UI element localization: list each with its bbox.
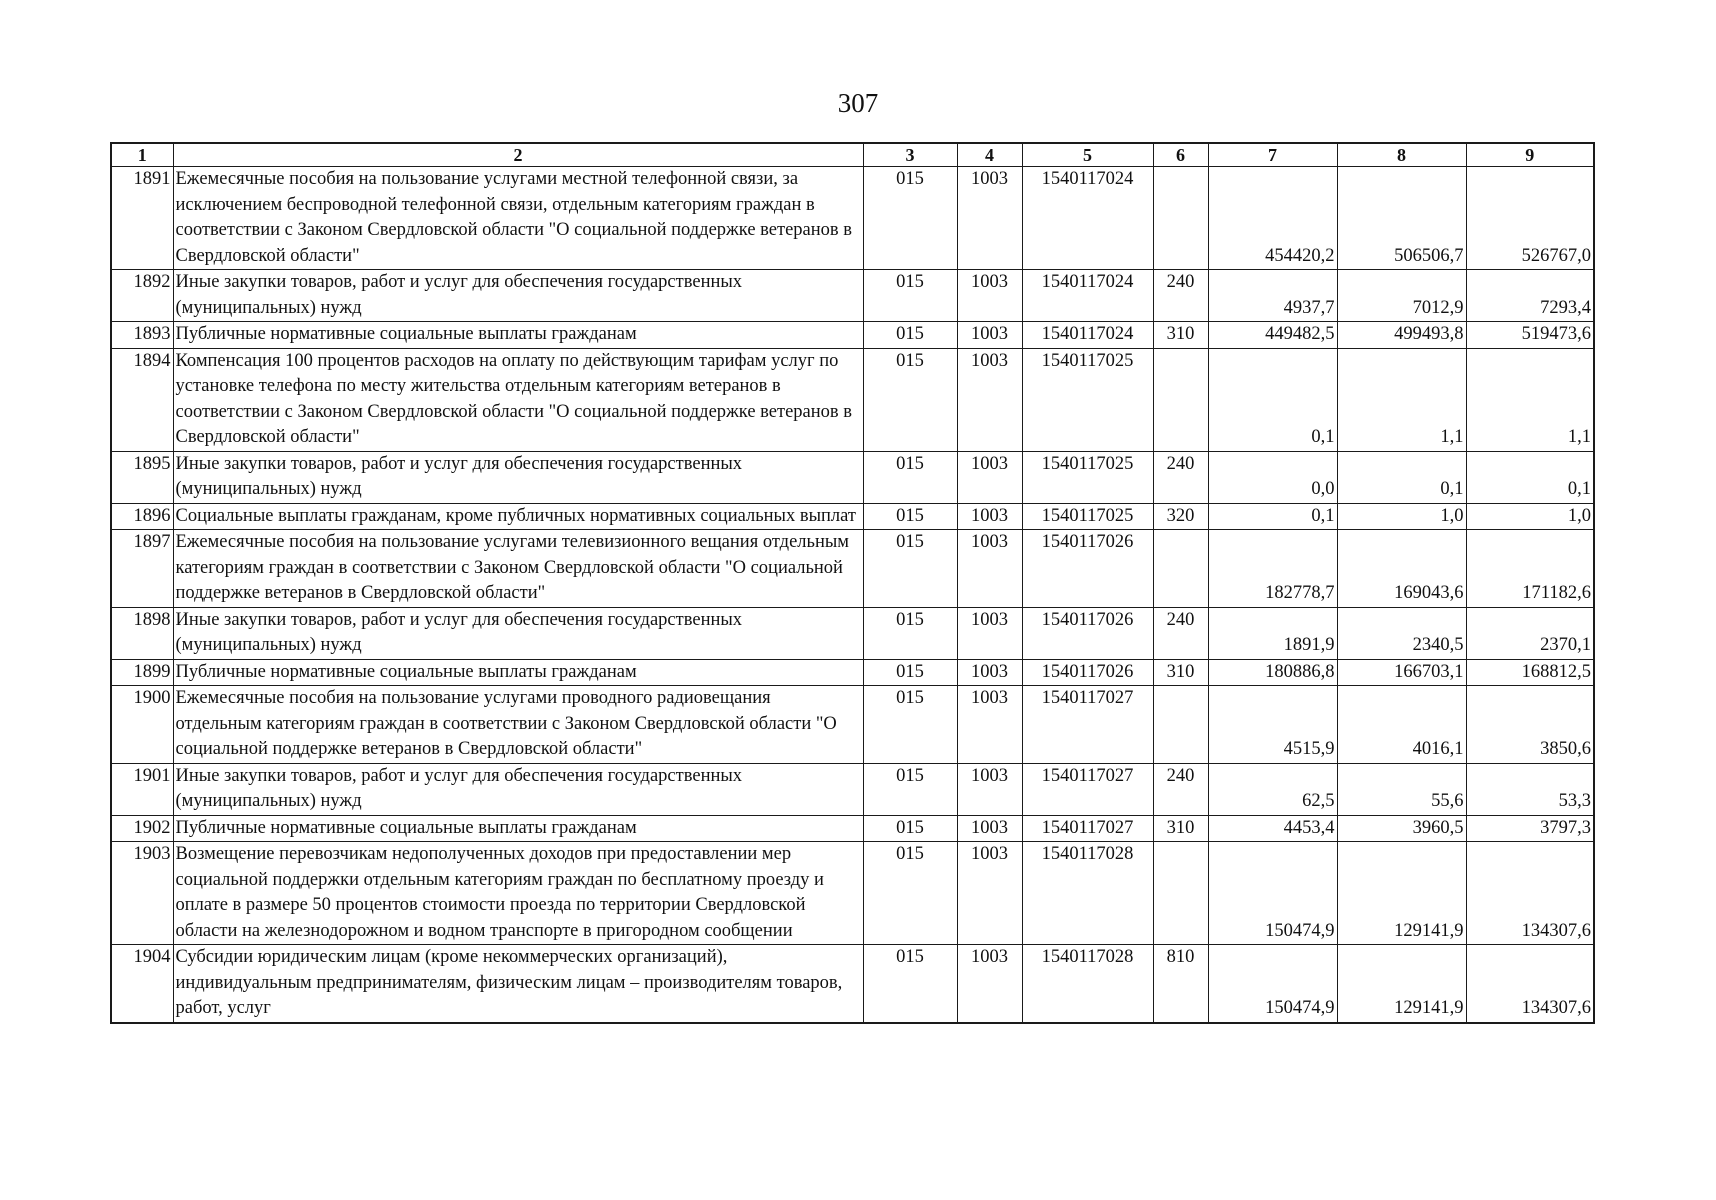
target-article-code: 1540117025 bbox=[1022, 451, 1153, 503]
row-number: 1895 bbox=[111, 451, 173, 503]
amount-col-9: 1,1 bbox=[1466, 348, 1594, 451]
amount-col-8: 3960,5 bbox=[1337, 815, 1466, 842]
section-code: 1003 bbox=[957, 686, 1022, 764]
section-code: 1003 bbox=[957, 348, 1022, 451]
amount-col-9: 3850,6 bbox=[1466, 686, 1594, 764]
row-number: 1903 bbox=[111, 842, 173, 945]
expense-name: Ежемесячные пособия на пользование услугами телевизионного вещания отдельным категориям граждан в соответствии с Законом Свердловской области "О социальной поддержке ветеранов в Свердловской области" bbox=[173, 530, 863, 608]
amount-col-7: 0,1 bbox=[1208, 348, 1337, 451]
amount-col-8: 166703,1 bbox=[1337, 659, 1466, 686]
target-article-code: 1540117025 bbox=[1022, 503, 1153, 530]
expense-type-code: 810 bbox=[1153, 945, 1208, 1023]
expense-name: Возмещение перевозчикам недополученных доходов при предоставлении мер социальной поддержки отдельным категориям граждан по бесплатному проезду и оплате в размере 50 процентов стоимости проезда по территории Свердловской области на железнодорожном и водном транспорте в пригородном сообщении bbox=[173, 842, 863, 945]
amount-col-9: 7293,4 bbox=[1466, 270, 1594, 322]
amount-col-9: 134307,6 bbox=[1466, 945, 1594, 1023]
expense-name: Иные закупки товаров, работ и услуг для обеспечения государственных (муниципальных) нужд bbox=[173, 763, 863, 815]
section-code: 1003 bbox=[957, 659, 1022, 686]
amount-col-8: 506506,7 bbox=[1337, 167, 1466, 270]
expense-name: Публичные нормативные социальные выплаты гражданам bbox=[173, 659, 863, 686]
row-number: 1901 bbox=[111, 763, 173, 815]
target-article-code: 1540117024 bbox=[1022, 270, 1153, 322]
row-number: 1892 bbox=[111, 270, 173, 322]
expense-name: Субсидии юридическим лицам (кроме некоммерческих организаций), индивидуальным предпринимателям, физическим лицам – производителям товаров, работ, услуг bbox=[173, 945, 863, 1023]
expense-type-code: 320 bbox=[1153, 503, 1208, 530]
table-row bbox=[111, 815, 1594, 842]
amount-col-7: 0,0 bbox=[1208, 451, 1337, 503]
expense-name: Ежемесячные пособия на пользование услугами проводного радиовещания отдельным категориям граждан в соответствии с Законом Свердловской области "О социальной поддержке ветеранов в Свердловской области" bbox=[173, 686, 863, 764]
section-code: 1003 bbox=[957, 322, 1022, 349]
amount-col-7: 0,1 bbox=[1208, 503, 1337, 530]
amount-col-8: 1,0 bbox=[1337, 503, 1466, 530]
row-number: 1894 bbox=[111, 348, 173, 451]
column-header: 8 bbox=[1337, 143, 1466, 167]
row-number: 1896 bbox=[111, 503, 173, 530]
section-code: 1003 bbox=[957, 451, 1022, 503]
amount-col-8: 129141,9 bbox=[1337, 945, 1466, 1023]
amount-col-8: 1,1 bbox=[1337, 348, 1466, 451]
table-row bbox=[111, 451, 1594, 503]
ministry-code: 015 bbox=[863, 659, 957, 686]
ministry-code: 015 bbox=[863, 348, 957, 451]
expense-type-code bbox=[1153, 842, 1208, 945]
section-code: 1003 bbox=[957, 270, 1022, 322]
expense-name: Иные закупки товаров, работ и услуг для обеспечения государственных (муниципальных) нужд bbox=[173, 607, 863, 659]
amount-col-7: 150474,9 bbox=[1208, 945, 1337, 1023]
expense-type-code bbox=[1153, 348, 1208, 451]
table-row bbox=[111, 167, 1594, 270]
ministry-code: 015 bbox=[863, 842, 957, 945]
header-row bbox=[111, 143, 1594, 167]
target-article-code: 1540117027 bbox=[1022, 763, 1153, 815]
ministry-code: 015 bbox=[863, 763, 957, 815]
expense-type-code: 240 bbox=[1153, 763, 1208, 815]
page-number: 307 bbox=[837, 88, 879, 118]
row-number: 1897 bbox=[111, 530, 173, 608]
target-article-code: 1540117027 bbox=[1022, 686, 1153, 764]
amount-col-8: 4016,1 bbox=[1337, 686, 1466, 764]
expense-name: Иные закупки товаров, работ и услуг для обеспечения государственных (муниципальных) нужд bbox=[173, 270, 863, 322]
row-number: 1900 bbox=[111, 686, 173, 764]
amount-col-7: 180886,8 bbox=[1208, 659, 1337, 686]
amount-col-8: 129141,9 bbox=[1337, 842, 1466, 945]
column-header: 1 bbox=[111, 143, 173, 167]
amount-col-7: 4515,9 bbox=[1208, 686, 1337, 764]
section-code: 1003 bbox=[957, 607, 1022, 659]
table-row bbox=[111, 842, 1594, 945]
ministry-code: 015 bbox=[863, 322, 957, 349]
amount-col-7: 150474,9 bbox=[1208, 842, 1337, 945]
amount-col-7: 182778,7 bbox=[1208, 530, 1337, 608]
amount-col-7: 1891,9 bbox=[1208, 607, 1337, 659]
target-article-code: 1540117026 bbox=[1022, 607, 1153, 659]
section-code: 1003 bbox=[957, 815, 1022, 842]
amount-col-8: 169043,6 bbox=[1337, 530, 1466, 608]
expense-name: Компенсация 100 процентов расходов на оплату по действующим тарифам услуг по установке телефона по месту жительства отдельным категориям ветеранов в соответствии с Законом Свердловской области "О социальной поддержке ветеранов в Свердловской области" bbox=[173, 348, 863, 451]
expense-name: Социальные выплаты гражданам, кроме публичных нормативных социальных выплат bbox=[173, 503, 863, 530]
target-article-code: 1540117026 bbox=[1022, 659, 1153, 686]
row-number: 1899 bbox=[111, 659, 173, 686]
amount-col-9: 0,1 bbox=[1466, 451, 1594, 503]
amount-col-7: 449482,5 bbox=[1208, 322, 1337, 349]
column-header: 3 bbox=[863, 143, 957, 167]
table-row bbox=[111, 530, 1594, 608]
amount-col-8: 2340,5 bbox=[1337, 607, 1466, 659]
target-article-code: 1540117025 bbox=[1022, 348, 1153, 451]
target-article-code: 1540117024 bbox=[1022, 322, 1153, 349]
section-code: 1003 bbox=[957, 503, 1022, 530]
section-code: 1003 bbox=[957, 945, 1022, 1023]
amount-col-7: 4453,4 bbox=[1208, 815, 1337, 842]
column-header: 2 bbox=[173, 143, 863, 167]
row-number: 1898 bbox=[111, 607, 173, 659]
table-row bbox=[111, 607, 1594, 659]
table-row bbox=[111, 503, 1594, 530]
target-article-code: 1540117028 bbox=[1022, 945, 1153, 1023]
ministry-code: 015 bbox=[863, 503, 957, 530]
expense-type-code: 240 bbox=[1153, 451, 1208, 503]
amount-col-9: 2370,1 bbox=[1466, 607, 1594, 659]
ministry-code: 015 bbox=[863, 945, 957, 1023]
amount-col-8: 55,6 bbox=[1337, 763, 1466, 815]
column-header: 4 bbox=[957, 143, 1022, 167]
amount-col-7: 62,5 bbox=[1208, 763, 1337, 815]
row-number: 1904 bbox=[111, 945, 173, 1023]
budget-table bbox=[110, 142, 1595, 1024]
target-article-code: 1540117028 bbox=[1022, 842, 1153, 945]
expense-type-code: 240 bbox=[1153, 607, 1208, 659]
ministry-code: 015 bbox=[863, 686, 957, 764]
amount-col-7: 454420,2 bbox=[1208, 167, 1337, 270]
column-header: 7 bbox=[1208, 143, 1337, 167]
amount-col-8: 499493,8 bbox=[1337, 322, 1466, 349]
amount-col-8: 7012,9 bbox=[1337, 270, 1466, 322]
table-row bbox=[111, 322, 1594, 349]
target-article-code: 1540117027 bbox=[1022, 815, 1153, 842]
section-code: 1003 bbox=[957, 763, 1022, 815]
section-code: 1003 bbox=[957, 842, 1022, 945]
section-code: 1003 bbox=[957, 167, 1022, 270]
amount-col-9: 3797,3 bbox=[1466, 815, 1594, 842]
target-article-code: 1540117026 bbox=[1022, 530, 1153, 608]
amount-col-9: 519473,6 bbox=[1466, 322, 1594, 349]
amount-col-9: 171182,6 bbox=[1466, 530, 1594, 608]
table-row bbox=[111, 348, 1594, 451]
amount-col-9: 134307,6 bbox=[1466, 842, 1594, 945]
ministry-code: 015 bbox=[863, 530, 957, 608]
column-header: 9 bbox=[1466, 143, 1594, 167]
target-article-code: 1540117024 bbox=[1022, 167, 1153, 270]
expense-type-code: 310 bbox=[1153, 815, 1208, 842]
table-row bbox=[111, 270, 1594, 322]
amount-col-9: 526767,0 bbox=[1466, 167, 1594, 270]
expense-type-code bbox=[1153, 530, 1208, 608]
row-number: 1902 bbox=[111, 815, 173, 842]
expense-type-code: 310 bbox=[1153, 659, 1208, 686]
ministry-code: 015 bbox=[863, 167, 957, 270]
section-code: 1003 bbox=[957, 530, 1022, 608]
column-header: 5 bbox=[1022, 143, 1153, 167]
table-row bbox=[111, 659, 1594, 686]
row-number: 1891 bbox=[111, 167, 173, 270]
expense-type-code: 310 bbox=[1153, 322, 1208, 349]
row-number: 1893 bbox=[111, 322, 173, 349]
amount-col-9: 168812,5 bbox=[1466, 659, 1594, 686]
expense-name: Публичные нормативные социальные выплаты гражданам bbox=[173, 815, 863, 842]
amount-col-9: 53,3 bbox=[1466, 763, 1594, 815]
amount-col-7: 4937,7 bbox=[1208, 270, 1337, 322]
expense-type-code bbox=[1153, 167, 1208, 270]
amount-col-9: 1,0 bbox=[1466, 503, 1594, 530]
amount-col-8: 0,1 bbox=[1337, 451, 1466, 503]
table-row bbox=[111, 945, 1594, 1023]
column-header: 6 bbox=[1153, 143, 1208, 167]
table-row bbox=[111, 763, 1594, 815]
expense-type-code bbox=[1153, 686, 1208, 764]
ministry-code: 015 bbox=[863, 451, 957, 503]
ministry-code: 015 bbox=[863, 815, 957, 842]
ministry-code: 015 bbox=[863, 270, 957, 322]
expense-name: Публичные нормативные социальные выплаты гражданам bbox=[173, 322, 863, 349]
table-row bbox=[111, 686, 1594, 764]
expense-type-code: 240 bbox=[1153, 270, 1208, 322]
ministry-code: 015 bbox=[863, 607, 957, 659]
expense-name: Иные закупки товаров, работ и услуг для обеспечения государственных (муниципальных) нужд bbox=[173, 451, 863, 503]
expense-name: Ежемесячные пособия на пользование услугами местной телефонной связи, за исключением беспроводной телефонной связи, отдельным категориям граждан в соответствии с Законом Свердловской области "О социальной поддержке ветеранов в Свердловской области" bbox=[173, 167, 863, 270]
